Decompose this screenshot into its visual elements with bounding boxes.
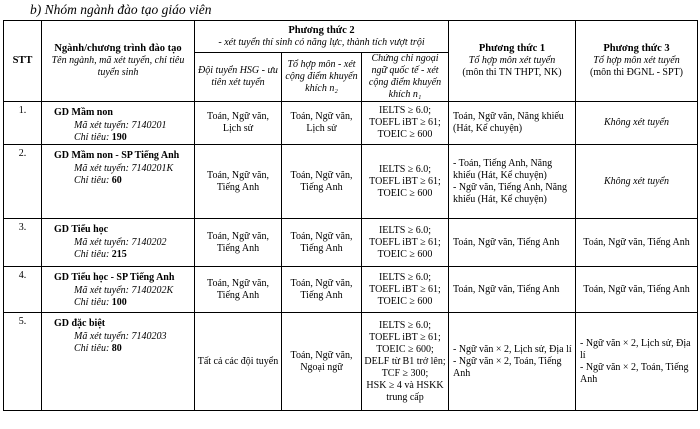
program-cell [42,267,195,313]
header-program: Ngành/chương trình đào tạo Tên ngành, mã xét tuyển, chỉ tiêu tuyển sinh [42,21,195,102]
cert-item: TCF ≥ 300; [381,367,429,379]
cert-item: IELTS ≥ 6.0; [378,105,432,116]
program-cell [42,102,195,145]
table-row [4,267,698,313]
cert-cell [362,267,449,313]
row-stt: 1. [4,102,42,145]
quota-value: 190 [111,132,127,143]
table-row [4,313,698,411]
cert-item: TOEFL iBT ≥ 61; [369,236,441,248]
program-cell [42,145,195,219]
quota-value: 215 [111,249,127,260]
cert-item: IELTS ≥ 6.0; [378,271,432,283]
pt3-cell: Toán, Ngữ văn, Tiếng Anh [576,219,698,267]
quota-label: Chỉ tiêu: [74,175,112,186]
pt1-item: Toán, Ngữ văn, Tiếng Anh [453,236,560,248]
tohop-cell: Toán, Ngữ văn, Tiếng Anh [282,267,362,313]
code-value: 7140202 [131,237,167,248]
program-quota [54,343,191,355]
program-quota [54,132,191,144]
table-row [4,219,698,267]
hsg-cell: Toán, Ngữ văn, Lịch sử [195,102,282,145]
code-label: Mã xét tuyển: [74,331,132,342]
program-code [54,331,191,343]
table-row [4,145,698,219]
section-title: b) Nhóm ngành đào tạo giáo viên [30,2,212,17]
code-value: 7140201K [131,163,174,174]
program-code [54,120,191,132]
program-quota [54,297,191,309]
cert-item: DELF từ B1 trở lên; [364,355,446,367]
header-stt: STT [4,21,42,102]
cert-item: IELTS ≥ 6.0; [378,224,432,236]
tohop-cell: Toán, Ngữ văn, Tiếng Anh [282,219,362,267]
cert-cell [362,219,449,267]
quota-value: 80 [111,343,122,354]
cert-cell [362,145,449,219]
pt3-item: - Ngữ văn × 2, Toán, Tiếng Anh [580,361,689,385]
cert-item: TOEFL iBT ≥ 61; [369,331,441,343]
pt1-cell [449,145,576,219]
program-code [54,163,191,175]
hsg-cell: Tất cả các đội tuyển [195,313,282,411]
program-code [54,285,191,297]
row-stt: 4. [4,267,42,313]
row-stt: 5. [4,313,42,411]
tohop-cell: Toán, Ngữ văn, Lịch sử [282,102,362,145]
program-name: GD Mầm non - SP Tiếng Anh [54,150,180,161]
pt1-item: Toán, Ngữ văn, Năng khiếu (Hát, Kể chuyện) [453,111,564,134]
code-label: Mã xét tuyển: [74,237,132,248]
header-pt2-cert: Chứng chỉ ngoại ngữ quốc tế - xét cộng điểm khuyến khích n₁ [362,53,449,102]
row-stt: 2. [4,145,42,219]
pt1-item: - Ngữ văn × 2, Lịch sử, Địa lí [453,343,572,355]
quota-label: Chỉ tiêu: [74,297,112,308]
admission-table [3,20,698,411]
cert-item: IELTS ≥ 6.0; [378,319,432,331]
quota-value: 60 [111,175,122,186]
hsg-cell: Toán, Ngữ văn, Tiếng Anh [195,267,282,313]
header-pt1: Phương thức 1 Tổ hợp môn xét tuyển (môn thi TN THPT, NK) [449,21,576,102]
quota-label: Chỉ tiêu: [74,343,112,354]
pt1-item: - Ngữ văn, Tiếng Anh, Năng khiếu (Hát, Kể chuyện) [453,181,568,205]
hsg-cell: Toán, Ngữ văn, Tiếng Anh [195,145,282,219]
tohop-cell: Toán, Ngữ văn, Ngoại ngữ [282,313,362,411]
pt3-cell [576,313,698,411]
table-row [4,102,698,145]
pt1-item: Toán, Ngữ văn, Tiếng Anh [453,283,560,295]
cert-item: TOEIC ≥ 600 [377,295,433,307]
cert-item: HSK ≥ 4 và HSKK trung cấp [366,379,444,403]
cert-item: TOEFL iBT ≥ 61; [369,175,441,187]
code-value: 7140202K [131,285,174,296]
program-name: GD đặc biệt [54,318,106,329]
program-quota [54,249,191,261]
code-label: Mã xét tuyển: [74,120,132,131]
pt1-cell [449,313,576,411]
cert-item: TOEIC ≥ 600 [377,129,433,140]
cert-item: TOEIC ≥ 600; [376,343,434,355]
program-cell [42,219,195,267]
header-pt3: Phương thức 3 Tổ hợp môn xét tuyển (môn thi ĐGNL - SPT) [576,21,698,102]
code-label: Mã xét tuyển: [74,285,132,296]
cert-cell [362,102,449,145]
header-pt2-hsg: Đội tuyển HSG - ưu tiên xét tuyển [195,53,282,102]
quota-label: Chỉ tiêu: [74,132,112,143]
header-pt2-tohop: Tổ hợp môn - xét cộng điểm khuyến khích n₂ [282,53,362,102]
pt1-cell [449,219,576,267]
cert-item: TOEFL iBT ≥ 61; [369,117,441,128]
pt3-cell: Toán, Ngữ văn, Tiếng Anh [576,267,698,313]
pt1-cell [449,267,576,313]
code-label: Mã xét tuyển: [74,163,132,174]
program-cell [42,313,195,411]
pt1-item: - Toán, Tiếng Anh, Năng khiếu (Hát, Kể chuyện) [453,157,553,181]
tohop-cell: Toán, Ngữ văn, Tiếng Anh [282,145,362,219]
quota-label: Chỉ tiêu: [74,249,112,260]
cert-cell [362,313,449,411]
program-quota [54,175,191,187]
cert-item: TOEIC ≥ 600 [377,248,433,260]
cert-item: TOEIC ≥ 600 [377,187,433,199]
quota-value: 100 [111,297,127,308]
row-stt: 3. [4,219,42,267]
hsg-cell: Toán, Ngữ văn, Tiếng Anh [195,219,282,267]
code-value: 7140203 [131,331,167,342]
pt3-item: - Ngữ văn × 2, Lịch sử, Địa lí [580,337,691,361]
cert-item: IELTS ≥ 6.0; [378,163,432,175]
program-name: GD Mầm non [54,107,113,118]
program-name: GD Tiểu học [54,224,109,235]
program-name: GD Tiểu học - SP Tiếng Anh [54,272,175,283]
program-code [54,237,191,249]
pt1-cell [449,102,576,145]
pt3-cell: Không xét tuyển [576,102,698,145]
code-value: 7140201 [131,120,167,131]
pt1-item: - Ngữ văn × 2, Toán, Tiếng Anh [453,355,562,379]
header-pt2: Phương thức 2 - xét tuyển thí sinh có năng lực, thành tích vượt trội [195,21,449,53]
pt3-cell: Không xét tuyển [576,145,698,219]
cert-item: TOEFL iBT ≥ 61; [369,283,441,295]
